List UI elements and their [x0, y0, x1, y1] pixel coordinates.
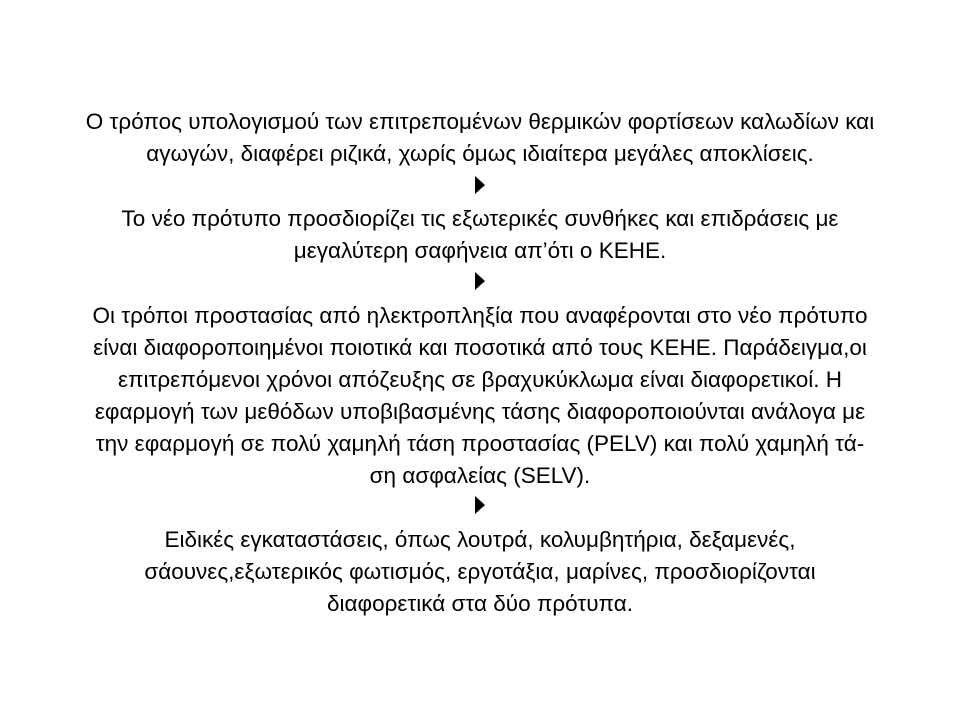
- right-arrow-icon: [474, 175, 486, 195]
- paragraph-line: επιτρεπόμενοι χρόνοι απόζευξης σε βραχυκύκλωμα είναι διαφορετικοί. Η: [117, 367, 843, 392]
- paragraph-line: διαφορετικά στα δύο πρότυπα.: [326, 591, 634, 616]
- paragraph-line: αγωγών, διαφέρει ριζικά, χωρίς όμως ιδιαίτερα μεγάλες αποκλίσεις.: [146, 141, 814, 166]
- paragraph-line: Ειδικές εγκαταστάσεις, όπως λουτρά, κολυμβητήρια, δεξαμενές,: [164, 527, 796, 552]
- right-arrow-icon: [474, 495, 486, 515]
- paragraph-special-installations: [0, 524, 960, 620]
- right-arrow-icon: [474, 271, 486, 291]
- paragraph-thermal-loads: [0, 106, 960, 170]
- paragraph-line: είναι διαφοροποιημένοι ποιοτικά και ποσοτικά από τους ΚΕΗΕ. Παράδειγμα,οι: [93, 335, 867, 360]
- paragraph-line: μεγαλύτερη σαφήνεια απ’ότι ο ΚΕΗΕ.: [293, 238, 667, 263]
- paragraph-shock-protection: [0, 300, 960, 492]
- paragraph-line: Ο τρόπος υπολογισμού των επιτρεπομένων θερμικών φορτίσεων καλωδίων και: [85, 109, 875, 134]
- paragraph-line: την εφαρμογή σε πολύ χαμηλή τάση προστασίας (PELV) και πολύ χαμηλή τά-: [95, 431, 865, 456]
- paragraph-line: Το νέο πρότυπο προσδιορίζει τις εξωτερικές συνθήκες και επιδράσεις με: [121, 206, 839, 231]
- paragraph-line: εφαρμογή των μεθόδων υποβιβασμένης τάσης διαφοροποιούνται ανάλογα με: [94, 399, 866, 424]
- paragraph-line: ση ασφαλείας (SELV).: [369, 463, 591, 488]
- paragraph-line: Οι τρόποι προστασίας από ηλεκτροπληξία που αναφέρονται στο νέο πρότυπο: [92, 303, 868, 328]
- paragraph-external-conditions: [0, 203, 960, 267]
- paragraph-line: σάουνες,εξωτερικός φωτισμός, εργοτάξια, μαρίνες, προσδιορίζονται: [144, 559, 816, 584]
